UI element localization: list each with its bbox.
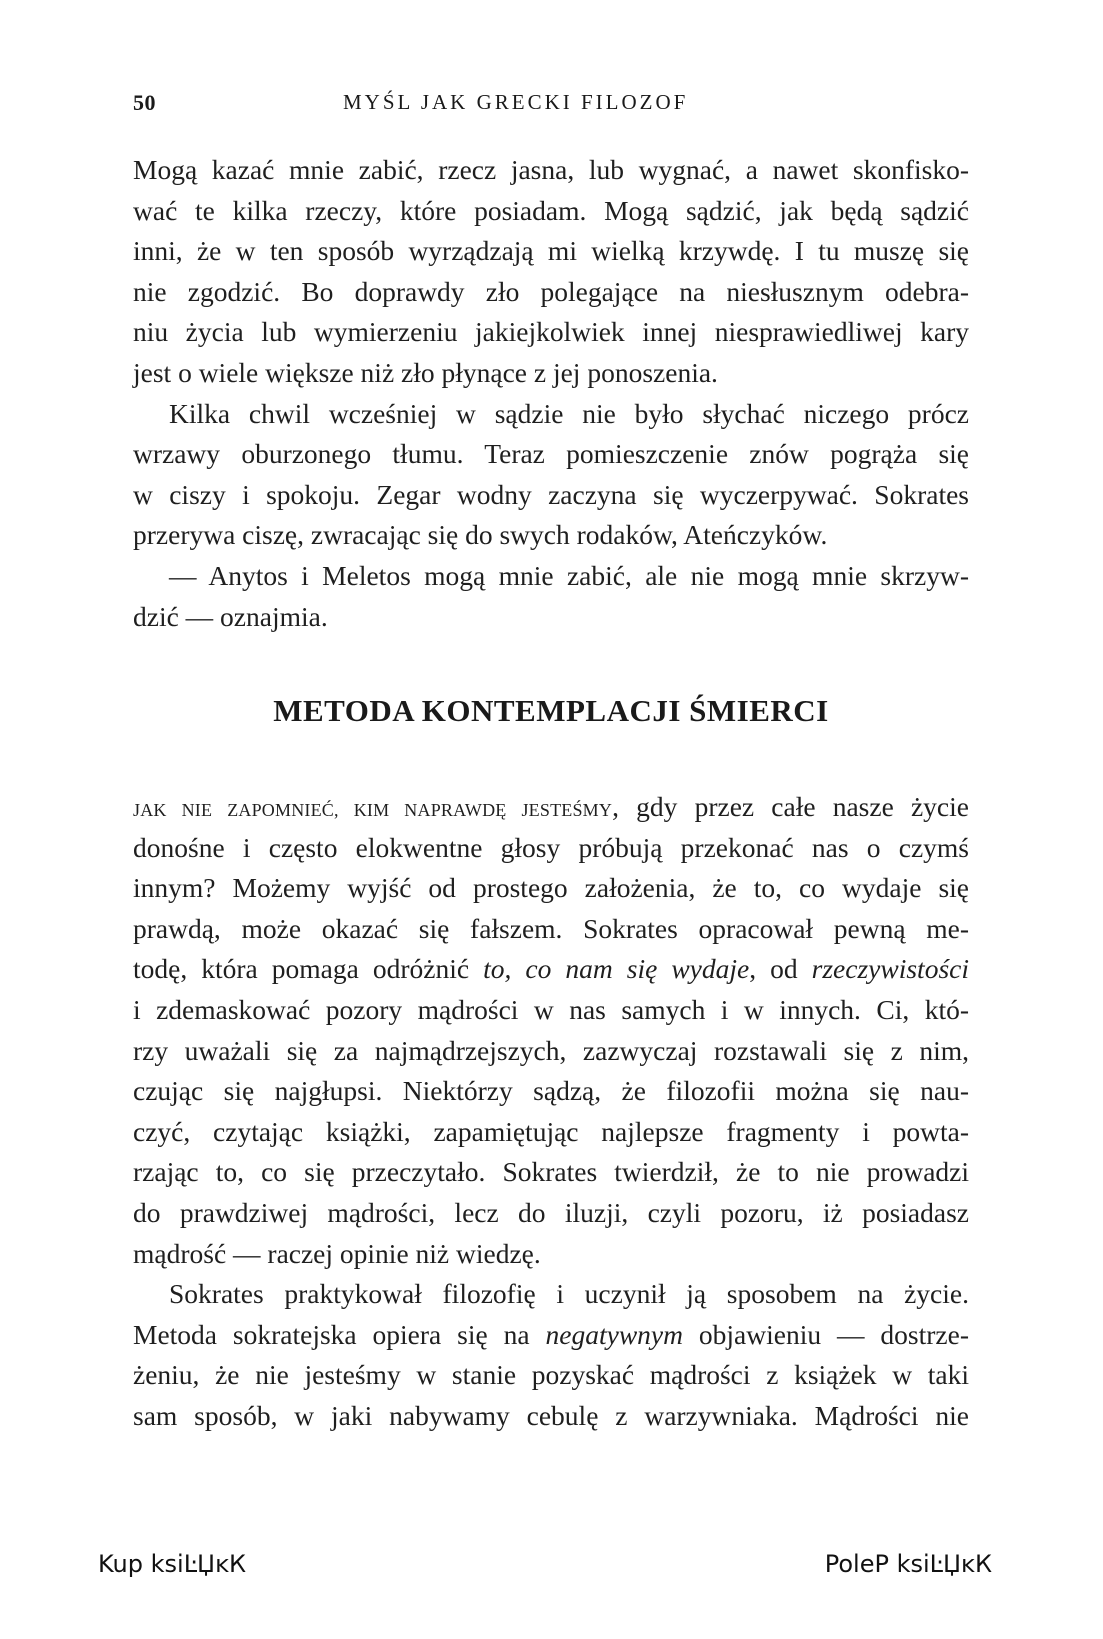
text-line: donośne i często elokwentne głosy próbują przekonać nas o czymś [133,831,969,863]
text-line: czując się najgłupsi. Niektórzy sądzą, że filozofii można się nau- [133,1075,969,1107]
text-line: wrzawy oburzonego tłumu. Teraz pomieszczenie znów pogrąża się [133,438,969,470]
text-line: do prawdziwej mądrości, lecz do iluzji, czyli pozoru, iż posiadasz [133,1196,969,1228]
book-title: MYŚL JAK GRECKI FILOZOF [343,90,689,114]
running-head [133,90,969,120]
text-line: przerywa ciszę, zwracając się do swych rodaków, Ateńczyków. [133,519,828,551]
recommend-book-link[interactable]: PoleP ksiĿЏĸК [824,1550,992,1578]
text-fragment: todę, która pomaga odróżnić [133,953,484,985]
text-line: niu życia lub wymierzeniu jakiejkolwiek innej niesprawiedliwej kary [133,316,969,348]
text-line: nie zgodzić. Bo doprawdy zło polegające na niesłusznym odebra- [133,275,969,307]
text-line: wać te kilka rzeczy, które posiadam. Mogą sądzić, jak będą sądzić [133,194,969,226]
text-line: mądrość — raczej opinie niż wiedzę. [133,1237,541,1269]
buy-book-link[interactable]: Kup ksiĿЏĸК [98,1550,247,1578]
text-line: Kilka chwil wcześniej w sądzie nie było słychać niczego prócz [169,397,969,429]
italic-phrase: negatywnym [545,1318,683,1350]
text-line: dzić — oznajmia. [133,600,328,632]
text-line [133,1315,969,1356]
italic-phrase: rzeczywistości [811,953,969,985]
text-line: rzy uważali się za najmądrzejszych, zazwyczaj rozstawali się z nim, [133,1034,969,1066]
small-caps-lead: JAK NIE ZAPOMNIEĆ, KIM NAPRAWDĘ JESTEŚMY [133,800,613,820]
text-line: żeniu, że nie jesteśmy w stanie pozyskać mądrości z książek w taki [133,1359,969,1391]
text-line: inni, że w ten sposób wyrządzają mi wielką krzywdę. I tu muszę się [133,235,969,267]
text-line: jest o wiele większe niż zło płynące z jej ponoszenia. [133,356,718,388]
text-line: innym? Możemy wyjść od prostego założenia, że to, co wydaje się [133,872,969,904]
body-text-block-1 [133,150,969,637]
text-line: w ciszy i spokoju. Zegar wodny zaczyna się wyczerpywać. Sokrates [133,478,969,510]
text-fragment: Metoda sokratejska opiera się na [133,1318,546,1350]
text-line: i zdemaskować pozory mądrości w nas samych i w innych. Ci, któ- [133,993,969,1025]
text-line: Mogą kazać mnie zabić, rzecz jasna, lub wygnać, a nawet skonfisko- [133,154,969,185]
text-line: prawdą, może okazać się fałszem. Sokrates opracował pewną me- [133,912,969,944]
text-line: czyć, czytając książki, zapamiętując najlepsze fragmenty i powta- [133,1115,969,1147]
text-fragment: , od [749,953,812,985]
text-line: — Anytos i Meletos mogą mnie zabić, ale nie mogą mnie skrzyw- [169,559,969,591]
text-fragment: , gdy przez całe nasze życie [612,791,969,822]
text-line [133,949,969,990]
text-fragment: objawieniu — dostrze- [682,1318,969,1350]
italic-phrase: to, co nam się wydaje [483,953,750,985]
page-number: 50 [133,90,156,115]
text-line [133,787,969,828]
body-text-block-2 [133,787,969,1437]
section-heading: METODA KONTEMPLACJI ŚMIERCI [273,693,829,728]
text-line: sam sposób, w jaki nabywamy cebulę z warzywniaka. Mądrości nie [133,1399,969,1431]
text-line: rzając to, co się przeczytało. Sokrates twierdził, że to nie prowadzi [133,1156,969,1188]
text-line: Sokrates praktykował filozofię i uczynił ją sposobem na życie. [169,1278,969,1310]
